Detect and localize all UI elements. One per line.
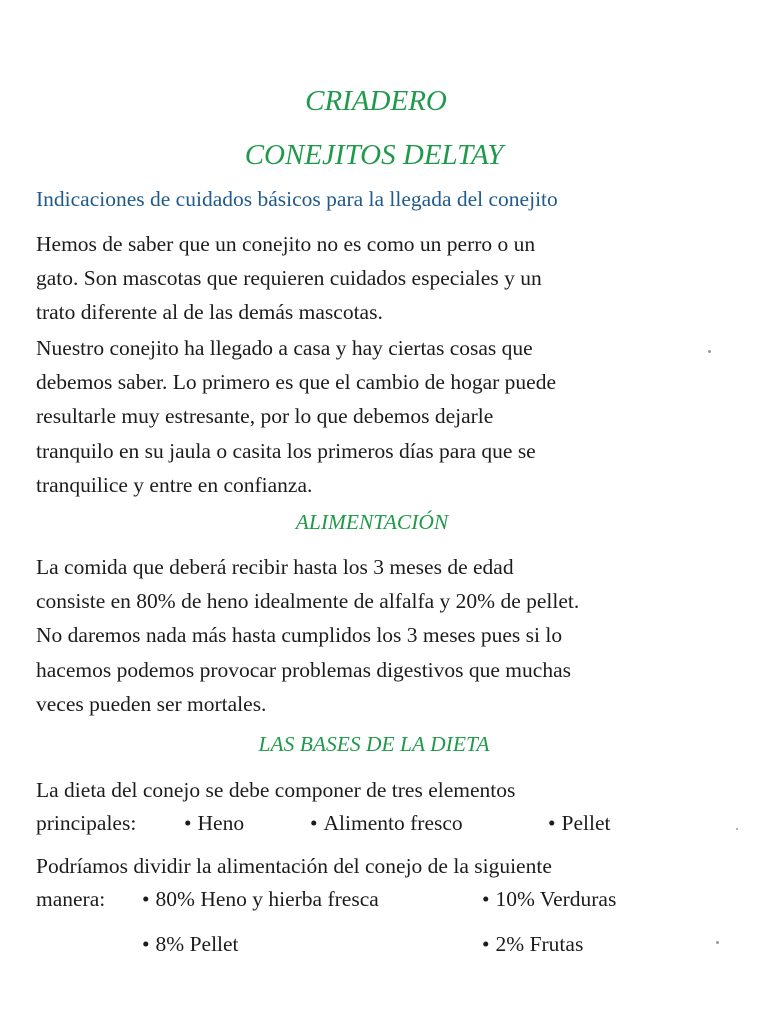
bullet-pellet: • Pellet [548,809,611,837]
care-instructions-subheading: Indicaciones de cuidados básicos para la llegada del conejito [36,187,558,211]
alimentacion-paragraph [36,550,736,721]
text-line: resultarle muy estresante, por lo que debemos dejarle [36,404,494,429]
division-intro-line: Podríamos dividir la alimentación del conejo de la siguiente [36,854,552,878]
text-line: gato. Son mascotas que requieren cuidados especiales y un [36,266,542,291]
scan-speck [708,350,711,353]
bullet-8-pellet: • 8% Pellet [142,930,239,958]
text-line: veces pueden ser mortales. [36,691,267,716]
text-line: debemos saber. Lo primero es que el cambio de hogar puede [36,370,556,395]
scan-speck [736,828,738,830]
title-conejitos-deltay: CONEJITOS DELTAY [244,139,504,171]
scan-speck [716,941,719,944]
bullet-2-frutas: • 2% Frutas [482,930,583,958]
bases-intro-line: La dieta del conejo se debe componer de tres elementos [36,778,516,802]
bullet-10-verduras: • 10% Verduras [482,885,616,913]
text-line: La comida que deberá recibir hasta los 3 meses de edad [36,555,514,579]
alimentacion-heading: ALIMENTACIÓN [295,510,449,534]
bullet-heno: • Heno [184,809,244,837]
text-line: Hemos de saber que un conejito no es como un perro o un [36,232,536,256]
bases-dieta-heading: LAS BASES DE LA DIETA [258,732,490,756]
text-line: consiste en 80% de heno idealmente de alfalfa y 20% de pellet. [36,589,580,614]
text-line: tranquilo en su jaula o casita los primeros días para que se [36,438,536,463]
arrival-paragraph [36,331,736,502]
text-line: tranquilice y entre en confianza. [36,472,313,497]
manera-label: manera: [36,887,106,911]
bullet-80-heno: • 80% Heno y hierba fresca [142,885,379,913]
intro-paragraph [36,227,736,330]
text-line: trato diferente al de las demás mascotas. [36,300,383,325]
bullet-alimento-fresco: • Alimento fresco [310,809,463,837]
title-criadero: CRIADERO [305,85,447,117]
principales-label: principales: [36,811,137,835]
text-line: Nuestro conejito ha llegado a casa y hay ciertas cosas que [36,336,533,360]
text-line: No daremos nada más hasta cumplidos los 3 meses pues si lo [36,623,563,648]
text-line: hacemos podemos provocar problemas digestivos que muchas [36,657,571,682]
